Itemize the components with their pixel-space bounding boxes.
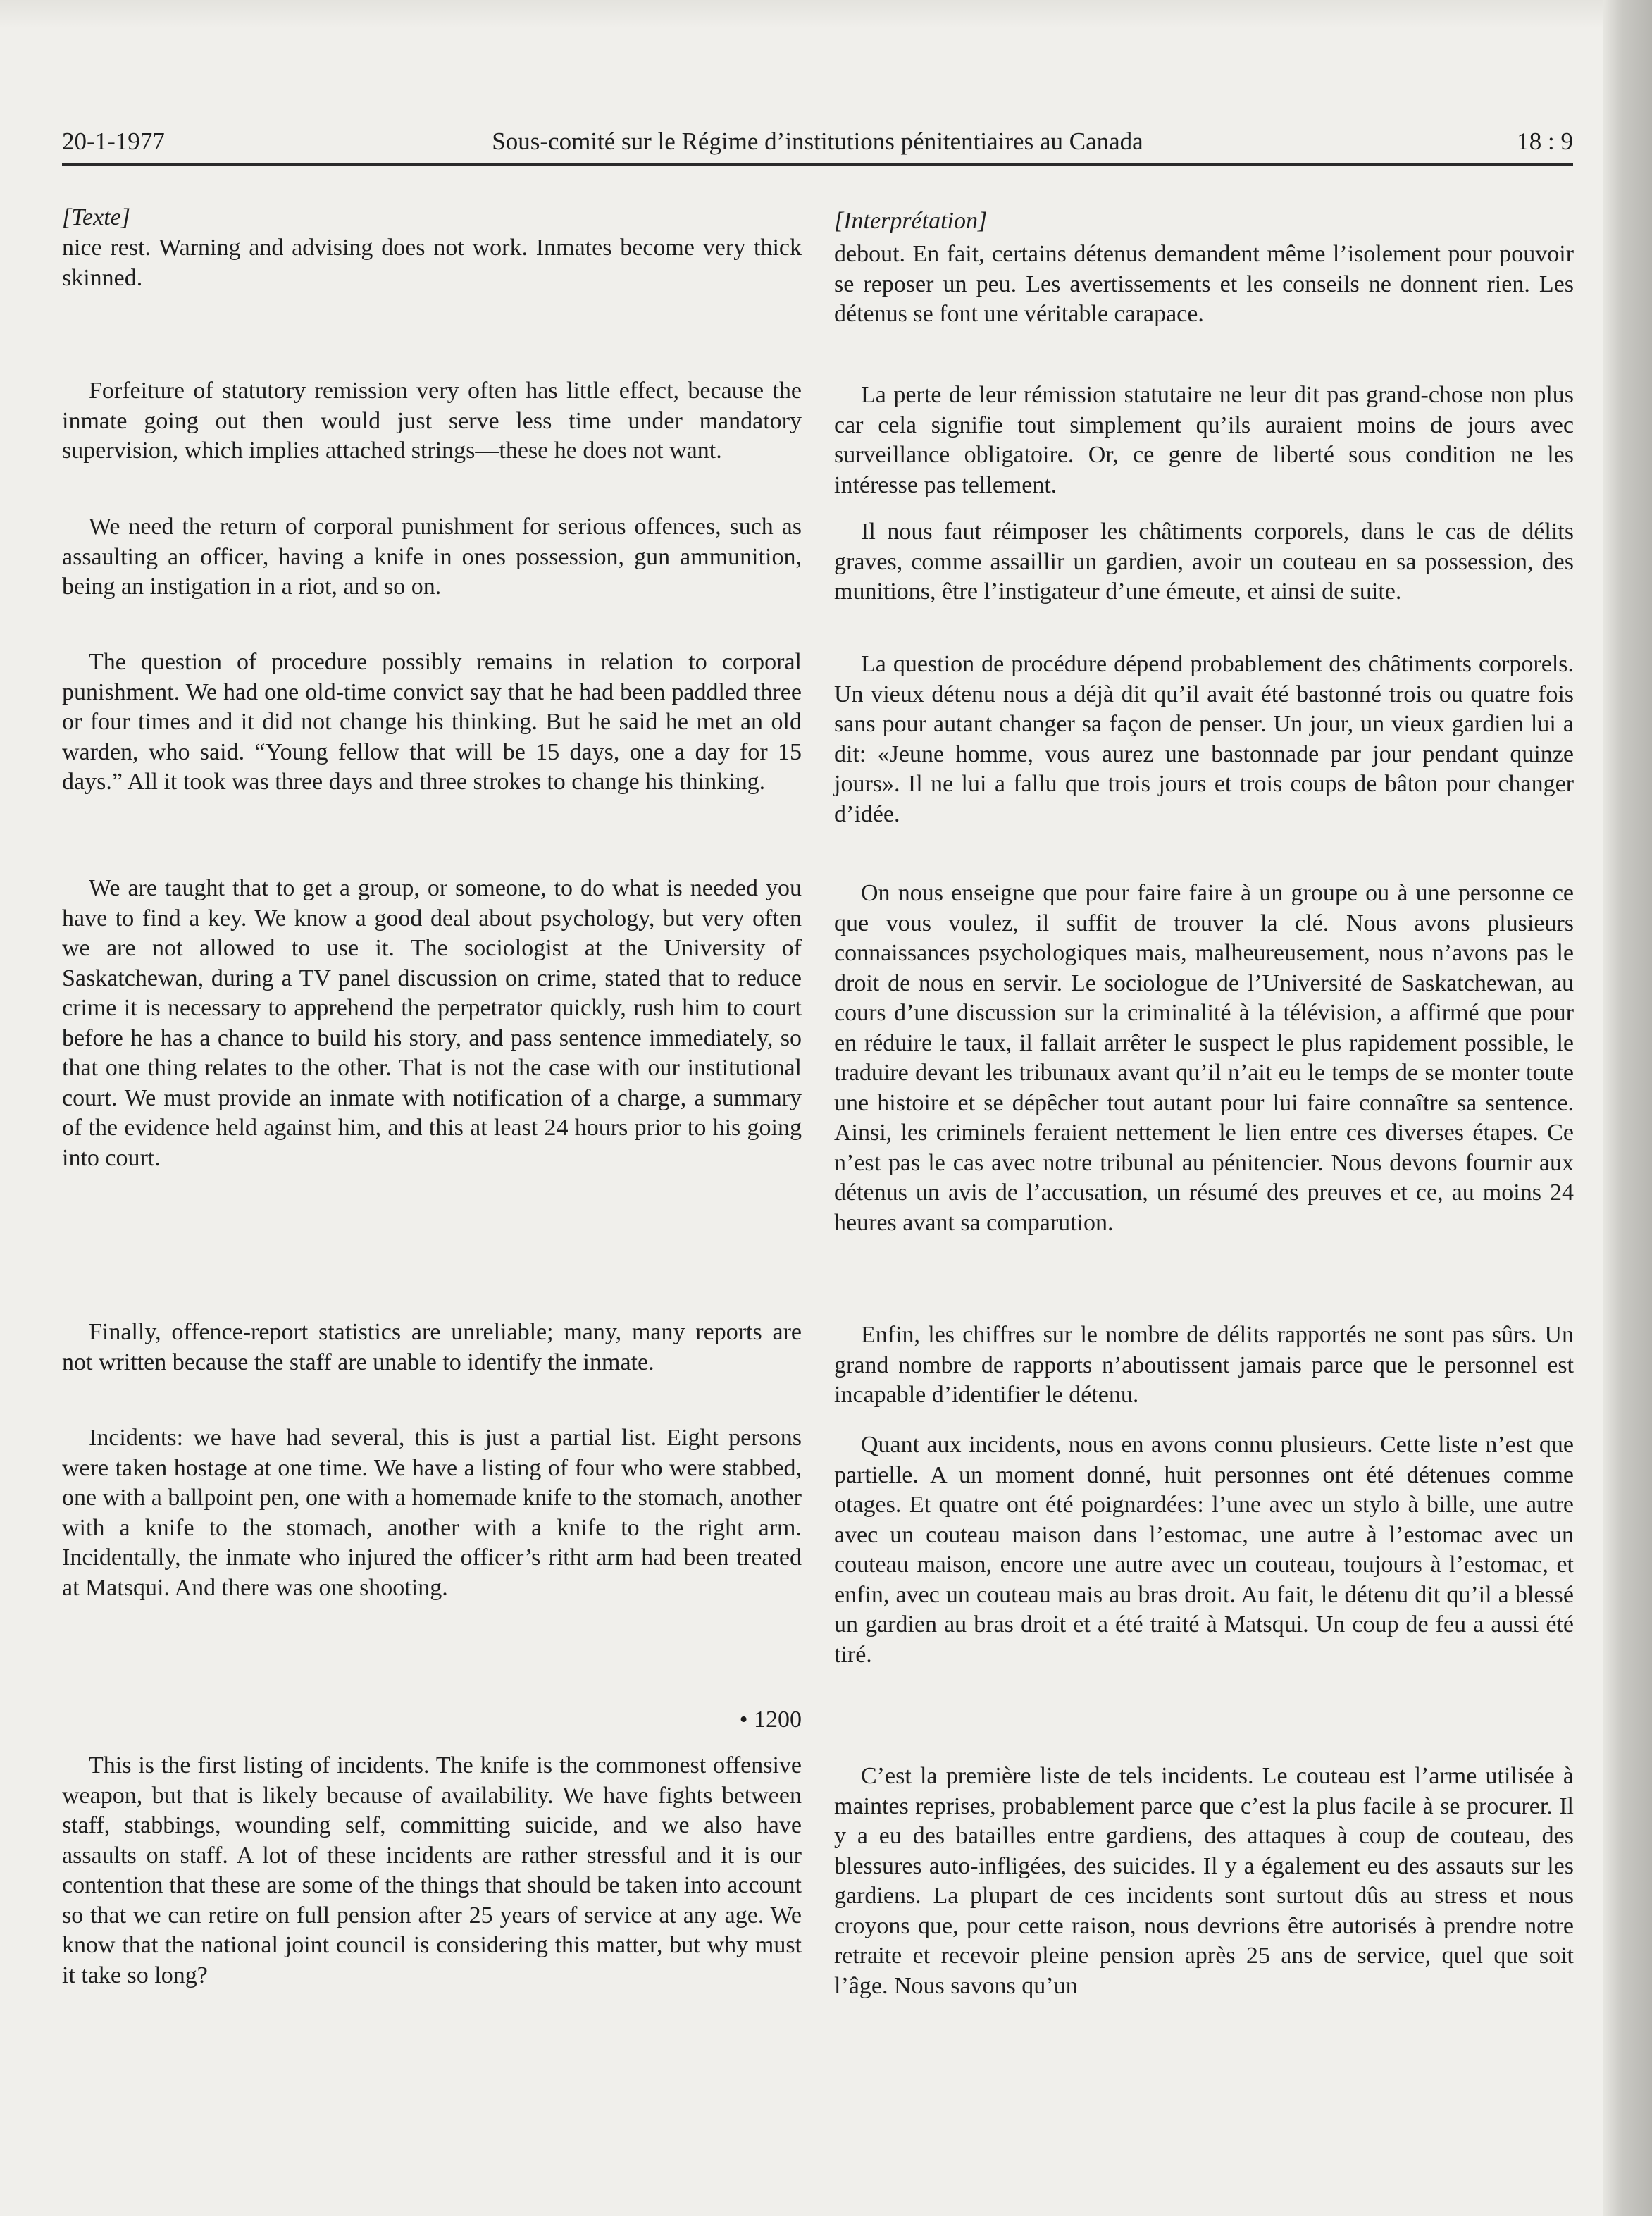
left-paragraph-3: We need the return of corporal punishment for serious offences, such as assaulting an officer, having a knife in ones possession, gun ammunition, being an instigation in a riot, and so on.: [62, 514, 802, 600]
left-paragraph-6: Finally, offence-report statistics are unreliable; many, many reports are not written because the staff are unable to identify the inmate.: [62, 1319, 802, 1375]
left-paragraph-4: The question of procedure possibly remains in relation to corporal punishment. We had one old-time convict say that he had been paddled three or four times and it did not change his thinking. But he said he met an old warden, who said. “Young fellow that will be 15 days, one a day for 15 days.” All it took was three days and three strokes to change his thinking.: [62, 649, 802, 795]
right-paragraph-5: On nous enseigne que pour faire faire à un groupe ou à une personne ce que vous voulez, il suffit de trouver la clé. Nous avons plusieurs connaissances psychologiques mais, malheureusement, nous n’avons pas le droit de nous en servir. Le sociologue de l’Université de Saskatchewan, au cours d’une discussion sur la criminalité à la télévision, a affirmé que pour en réduire le taux, il fallait arrêter le suspect le plus rapidement possible, le traduire devant les tribunaux avant qu’il n’ait eu le temps de se monter toute une histoire et se dépêcher tout autant pour lui faire connaître sa sentence. Ainsi, les criminels feraient nettement le lien entre ces diverses étapes. Ce n’est pas le cas avec notre tribunal au pénitencier. Nous devons fournir aux détenus un avis de l’accusation, un résumé des preuves et ce, au moins 24 heures avant sa comparution.: [834, 880, 1574, 1236]
right-paragraph-2: La perte de leur rémission statutaire ne leur dit pas grand-chose non plus car cela signifie tout simplement qu’ils auraient moins de jours avec surveillance obligatoire. Or, ce genre de liberté sous condition ne les intéresse pas tellement.: [834, 382, 1574, 498]
page-top-shadow: [0, 0, 1652, 28]
left-paragraph-2: Forfeiture of statutory remission very often has little effect, because the inmate going out then would just serve less time under mandatory supervision, which implies attached strings—these he does not want.: [62, 378, 802, 464]
right-paragraph-6: Enfin, les chiffres sur le nombre de délits rapportés ne sont pas sûrs. Un grand nombre de rapports n’aboutissent jamais parce que le personnel est incapable d’identifier le détenu.: [834, 1322, 1574, 1408]
right-paragraph-8: C’est la première liste de tels incidents. Le couteau est l’arme utilisée à maintes reprises, probablement parce que c’est la plus facile à se procurer. Il y a eu des batailles entre gardiens, des attaques à coup de couteau, des blessures auto-infligées, des suicides. Il y a également eu des assauts sur les gardiens. La plupart de ces incidents sont surtout dûs au stress et nous croyons que, pour cette raison, nous devrions être autorisés à prendre notre retraite et recevoir pleine pension après 25 ans de service, quel que soit l’âge. Nous savons qu’un: [834, 1763, 1574, 1999]
right-paragraph-7: Quant aux incidents, nous en avons connu plusieurs. Cette liste n’est que partielle. A un moment donné, huit personnes ont été détenues comme otages. Et quatre ont été poignardées: l’une avec un stylo à bille, une autre avec un couteau maison dans l’estomac, une autre à l’estomac avec un couteau maison, encore une autre avec un couteau, toujours à l’estomac, et enfin, avec un couteau mais au bras droit. Au fait, le détenu dit qu’il a blessé un gardien au bras droit et a été traité à Matsqui. Un coup de feu a aussi été tiré.: [834, 1432, 1574, 1668]
left-paragraph-8: This is the first listing of incidents. The knife is the commonest offensive weapon, but that is likely because of availability. We have fights between staff, stabbings, wounding self, committing suicide, and we also have assaults on staff. A lot of these incidents are rather stressful and it is our contention that these are some of the things that should be taken into account so that we can retire on full pension after 25 years of service at any age. We know that the national joint council is considering this matter, but why must it take so long?: [62, 1752, 802, 1988]
header-date: 20-1-1977: [62, 128, 165, 155]
left-section-label: [Texte]: [62, 204, 130, 230]
right-section-label: [Interprétation]: [834, 208, 988, 234]
left-paragraph-7: Incidents: we have had several, this is just a partial list. Eight persons were taken hostage at one time. We have a listing of four who were stabbed, one with a ballpoint pen, one with a homemade knife to the stomach, another with a knife to the stomach, another with a knife to the right arm. Incidentally, the inmate who injured the officer’s ritht arm had been treated at Matsqui. And there was one shooting.: [62, 1425, 802, 1601]
right-paragraph-3: Il nous faut réimposer les châtiments corporels, dans le cas de délits graves, comme assaillir un gardien, avoir un couteau en sa possession, des munitions, être l’instigateur d’une émeute, et ainsi de suite.: [834, 519, 1574, 605]
header-page-number: 18 : 9: [1517, 128, 1573, 155]
header-title: Sous-comité sur le Régime d’institutions pénitentiaires au Canada: [492, 128, 1143, 155]
left-paragraph-1: nice rest. Warning and advising does not work. Inmates become very thick skinned.: [62, 235, 802, 291]
page-header: [62, 123, 1573, 160]
right-paragraph-1: debout. En fait, certains détenus demandent même l’isolement pour pouvoir se reposer un peu. Les avertissements et les conseils ne donnent rien. Les détenus se font une véritable carapace.: [834, 241, 1574, 327]
time-marker: • 1200: [739, 1707, 802, 1733]
header-rule: [62, 163, 1573, 166]
page-edge: [1603, 0, 1652, 2216]
left-paragraph-5: We are taught that to get a group, or someone, to do what is needed you have to find a key. We know a good deal about psychology, but very often we are not allowed to use it. The sociologist at the University of Saskatchewan, during a TV panel discussion on crime, stated that to reduce crime it is necessary to apprehend the perpetrator quickly, rush him to court before he has a chance to build his story, and pass sentence immediately, so that one thing relates to the other. That is not the case with our institutional court. We must provide an inmate with notification of a charge, a summary of the evidence held against him, and this at least 24 hours prior to his going into court.: [62, 875, 802, 1171]
right-paragraph-4: La question de procédure dépend probablement des châtiments corporels. Un vieux détenu nous a déjà dit qu’il avait été bastonné trois ou quatre fois sans pour autant changer sa façon de penser. Un jour, un vieux gardien lui a dit: «Jeune homme, vous aurez une bastonnade par jour pendant quinze jours». Il ne lui a fallu que trois jours et trois coups de bâton pour changer d’idée.: [834, 651, 1574, 827]
